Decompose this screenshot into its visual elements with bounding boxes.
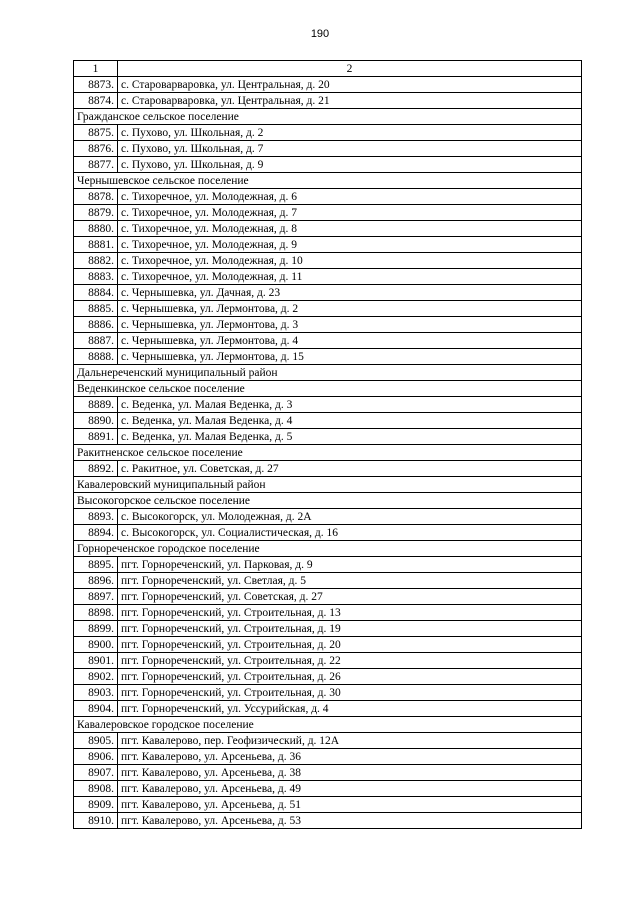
row-address: пгт. Горнореченский, ул. Строительная, д. 26	[118, 669, 582, 685]
row-number: 8881.	[74, 237, 118, 253]
row-address: с. Чернышевка, ул. Лермонтова, д. 4	[118, 333, 582, 349]
row-address: пгт. Кавалерово, ул. Арсеньева, д. 38	[118, 765, 582, 781]
table-row	[74, 333, 582, 349]
section-row	[74, 365, 582, 381]
row-address: пгт. Горнореченский, ул. Уссурийская, д. 4	[118, 701, 582, 717]
row-number: 8901.	[74, 653, 118, 669]
address-table	[73, 60, 582, 829]
row-address: с. Тихоречное, ул. Молодежная, д. 9	[118, 237, 582, 253]
table-row	[74, 621, 582, 637]
table-row	[74, 797, 582, 813]
row-number: 8887.	[74, 333, 118, 349]
row-address: пгт. Горнореченский, ул. Советская, д. 27	[118, 589, 582, 605]
section-title: Гражданское сельское поселение	[74, 109, 582, 125]
row-address: с. Веденка, ул. Малая Веденка, д. 3	[118, 397, 582, 413]
section-title: Веденкинское сельское поселение	[74, 381, 582, 397]
row-address: пгт. Кавалерово, пер. Геофизический, д. 12А	[118, 733, 582, 749]
row-number: 8879.	[74, 205, 118, 221]
table-row	[74, 269, 582, 285]
row-address: с. Высокогорск, ул. Молодежная, д. 2А	[118, 509, 582, 525]
row-address: пгт. Горнореченский, ул. Строительная, д. 19	[118, 621, 582, 637]
row-address: с. Ракитное, ул. Советская, д. 27	[118, 461, 582, 477]
table-row	[74, 461, 582, 477]
section-row	[74, 445, 582, 461]
table-row	[74, 157, 582, 173]
table-row	[74, 509, 582, 525]
table-row	[74, 253, 582, 269]
table-row	[74, 605, 582, 621]
row-number: 8875.	[74, 125, 118, 141]
row-address: с. Чернышевка, ул. Лермонтова, д. 2	[118, 301, 582, 317]
table-row	[74, 93, 582, 109]
table-row	[74, 765, 582, 781]
section-title: Высокогорское сельское поселение	[74, 493, 582, 509]
row-number: 8897.	[74, 589, 118, 605]
row-address: с. Тихоречное, ул. Молодежная, д. 11	[118, 269, 582, 285]
row-number: 8880.	[74, 221, 118, 237]
table-row	[74, 413, 582, 429]
row-number: 8904.	[74, 701, 118, 717]
row-address: с. Тихоречное, ул. Молодежная, д. 10	[118, 253, 582, 269]
table-row	[74, 317, 582, 333]
row-address: с. Чернышевка, ул. Дачная, д. 23	[118, 285, 582, 301]
row-address: с. Тихоречное, ул. Молодежная, д. 7	[118, 205, 582, 221]
table-body	[74, 61, 582, 829]
row-address: с. Высокогорск, ул. Социалистическая, д. 16	[118, 525, 582, 541]
table-row	[74, 781, 582, 797]
table-row	[74, 573, 582, 589]
row-number: 8877.	[74, 157, 118, 173]
row-number: 8895.	[74, 557, 118, 573]
row-number: 8873.	[74, 77, 118, 93]
table-row	[74, 429, 582, 445]
section-title: Кавалеровский муниципальный район	[74, 477, 582, 493]
row-number: 8902.	[74, 669, 118, 685]
section-title: Дальнереченский муниципальный район	[74, 365, 582, 381]
row-number: 8899.	[74, 621, 118, 637]
row-number: 8890.	[74, 413, 118, 429]
row-number: 8903.	[74, 685, 118, 701]
section-row	[74, 717, 582, 733]
table-row	[74, 525, 582, 541]
row-address: пгт. Горнореченский, ул. Светлая, д. 5	[118, 573, 582, 589]
row-number: 8909.	[74, 797, 118, 813]
table-row	[74, 77, 582, 93]
row-address: пгт. Кавалерово, ул. Арсеньева, д. 51	[118, 797, 582, 813]
row-address: с. Чернышевка, ул. Лермонтова, д. 15	[118, 349, 582, 365]
row-address: с. Чернышевка, ул. Лермонтова, д. 3	[118, 317, 582, 333]
row-address: с. Веденка, ул. Малая Веденка, д. 5	[118, 429, 582, 445]
table-row	[74, 141, 582, 157]
row-number: 8884.	[74, 285, 118, 301]
row-address: с. Староварваровка, ул. Центральная, д. 21	[118, 93, 582, 109]
row-number: 8891.	[74, 429, 118, 445]
row-address: пгт. Кавалерово, ул. Арсеньева, д. 53	[118, 813, 582, 829]
section-row	[74, 173, 582, 189]
section-title: Ракитненское сельское поселение	[74, 445, 582, 461]
table-row	[74, 205, 582, 221]
row-address: пгт. Горнореченский, ул. Строительная, д. 20	[118, 637, 582, 653]
table-row	[74, 349, 582, 365]
row-address: пгт. Кавалерово, ул. Арсеньева, д. 49	[118, 781, 582, 797]
table-row	[74, 301, 582, 317]
row-number: 8886.	[74, 317, 118, 333]
row-number: 8883.	[74, 269, 118, 285]
table-row	[74, 813, 582, 829]
section-title: Чернышевское сельское поселение	[74, 173, 582, 189]
table-row	[74, 749, 582, 765]
table-header-row	[74, 61, 582, 77]
row-address: с. Староварваровка, ул. Центральная, д. 20	[118, 77, 582, 93]
page-number: 190	[310, 28, 330, 40]
row-address: с. Тихоречное, ул. Молодежная, д. 6	[118, 189, 582, 205]
column-header-number: 1	[74, 61, 118, 77]
row-number: 8900.	[74, 637, 118, 653]
section-row	[74, 381, 582, 397]
table-row	[74, 589, 582, 605]
section-row	[74, 493, 582, 509]
row-number: 8892.	[74, 461, 118, 477]
table-row	[74, 189, 582, 205]
table-row	[74, 685, 582, 701]
row-number: 8905.	[74, 733, 118, 749]
table-row	[74, 285, 582, 301]
row-address: с. Пухово, ул. Школьная, д. 7	[118, 141, 582, 157]
row-number: 8896.	[74, 573, 118, 589]
row-address: с. Веденка, ул. Малая Веденка, д. 4	[118, 413, 582, 429]
row-number: 8888.	[74, 349, 118, 365]
row-number: 8898.	[74, 605, 118, 621]
row-number: 8876.	[74, 141, 118, 157]
table-row	[74, 237, 582, 253]
section-row	[74, 541, 582, 557]
table-row	[74, 637, 582, 653]
row-address: пгт. Кавалерово, ул. Арсеньева, д. 36	[118, 749, 582, 765]
section-row	[74, 477, 582, 493]
table-row	[74, 397, 582, 413]
row-address: пгт. Горнореченский, ул. Строительная, д. 30	[118, 685, 582, 701]
row-number: 8894.	[74, 525, 118, 541]
row-number: 8878.	[74, 189, 118, 205]
row-address: с. Пухово, ул. Школьная, д. 9	[118, 157, 582, 173]
table-row	[74, 701, 582, 717]
table-row	[74, 733, 582, 749]
row-number: 8893.	[74, 509, 118, 525]
row-number: 8882.	[74, 253, 118, 269]
table-row	[74, 557, 582, 573]
section-row	[74, 109, 582, 125]
row-address: с. Тихоречное, ул. Молодежная, д. 8	[118, 221, 582, 237]
row-number: 8908.	[74, 781, 118, 797]
row-address: пгт. Горнореченский, ул. Парковая, д. 9	[118, 557, 582, 573]
row-address: пгт. Горнореченский, ул. Строительная, д. 22	[118, 653, 582, 669]
row-number: 8874.	[74, 93, 118, 109]
row-address: с. Пухово, ул. Школьная, д. 2	[118, 125, 582, 141]
row-number: 8906.	[74, 749, 118, 765]
table-row	[74, 221, 582, 237]
section-title: Кавалеровское городское поселение	[74, 717, 582, 733]
row-number: 8907.	[74, 765, 118, 781]
section-title: Горнореченское городское поселение	[74, 541, 582, 557]
row-number: 8885.	[74, 301, 118, 317]
row-number: 8910.	[74, 813, 118, 829]
column-header-address: 2	[118, 61, 582, 77]
table-row	[74, 125, 582, 141]
table-row	[74, 669, 582, 685]
row-address: пгт. Горнореченский, ул. Строительная, д. 13	[118, 605, 582, 621]
table-row	[74, 653, 582, 669]
row-number: 8889.	[74, 397, 118, 413]
